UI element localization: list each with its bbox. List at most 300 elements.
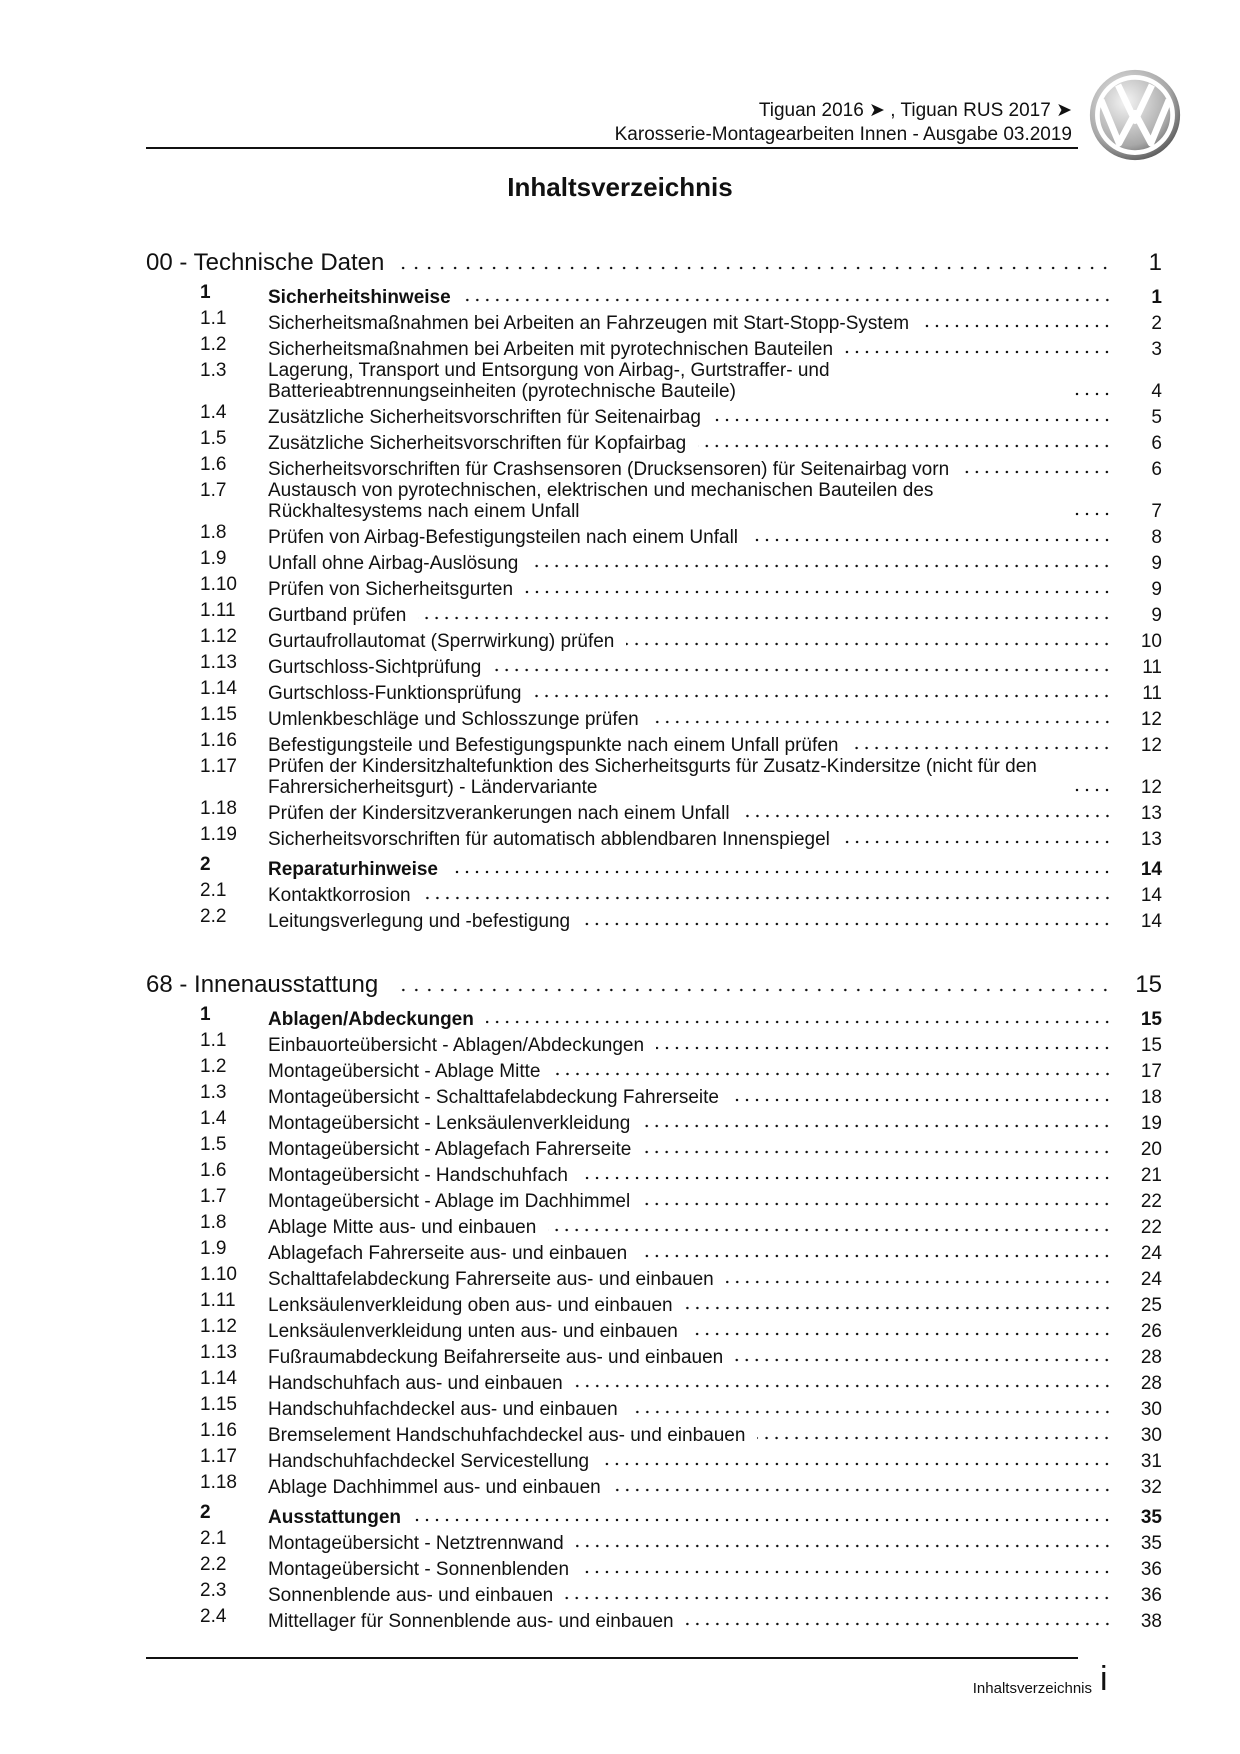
entry-page: 11: [1142, 683, 1162, 704]
entry-body: [268, 1611, 1162, 1632]
chapter-68-innenausstattung: [146, 966, 1162, 1632]
toc-entry[interactable]: [146, 1186, 1162, 1212]
entry-title: Prüfen von Airbag-Befestigungsteilen nach einem Unfall: [268, 527, 739, 548]
entry-number: 1.4: [200, 1108, 227, 1129]
entry-number: 2.2: [200, 906, 227, 927]
entry-number: 2.1: [200, 880, 227, 901]
entry-page: 20: [1140, 1139, 1162, 1160]
dot-leader: [757, 1435, 1112, 1441]
entry-number: 1.1: [200, 308, 227, 329]
chapter-heading[interactable]: [146, 966, 1162, 1000]
dot-leader: [845, 349, 1112, 355]
toc-entry[interactable]: [146, 1238, 1162, 1264]
toc-entry[interactable]: [146, 1472, 1162, 1498]
entry-page: 4: [1151, 381, 1162, 402]
entry-title: Montageübersicht - Ablagefach Fahrerseite: [268, 1139, 632, 1160]
entry-title: Sonnenblende aus- und einbauen: [268, 1585, 554, 1606]
entry-number: 1.15: [200, 704, 237, 725]
entry-number: 2.4: [200, 1606, 227, 1627]
entry-body: [268, 1373, 1162, 1394]
toc-entry[interactable]: [146, 1446, 1162, 1472]
dot-leader: [961, 469, 1112, 475]
entry-title: Ablage Mitte aus- und einbauen: [268, 1217, 537, 1238]
entry-body: [268, 657, 1162, 678]
entry-body: [268, 631, 1162, 652]
entry-title: Prüfen von Sicherheitsgurten: [268, 579, 514, 600]
entry-page: 9: [1151, 553, 1162, 574]
entry-number: 1.2: [200, 1056, 227, 1077]
entry-page: 11: [1142, 657, 1162, 678]
entry-number: 1.18: [200, 798, 237, 819]
dot-leader: [639, 1253, 1112, 1259]
entry-page: 14: [1140, 911, 1162, 932]
entry-title: Handschuhfachdeckel aus- und einbauen: [268, 1399, 618, 1420]
entry-page: 12: [1140, 709, 1162, 730]
toc-entry[interactable]: [146, 880, 1162, 906]
dot-leader: [643, 1149, 1112, 1155]
dot-leader: [392, 987, 1112, 993]
entry-body: [268, 1139, 1162, 1160]
entry-number: 1.6: [200, 1160, 227, 1181]
dot-leader: [1070, 391, 1112, 397]
entry-number: 1.10: [200, 574, 237, 595]
entry-title: Lenksäulenverkleidung oben aus- und einbauen: [268, 1295, 673, 1316]
entry-body: [268, 1165, 1162, 1186]
dot-leader: [686, 1621, 1112, 1627]
toc-entry[interactable]: [146, 730, 1162, 756]
entry-title: Lenksäulenverkleidung unten aus- und einbauen: [268, 1321, 678, 1342]
entry-title: Prüfen der Kindersitzverankerungen nach einem Unfall: [268, 803, 730, 824]
entry-page: 18: [1140, 1087, 1162, 1108]
entry-page: 14: [1140, 859, 1162, 880]
entry-number: 1.2: [200, 334, 227, 355]
entry-page: 5: [1151, 407, 1162, 428]
entry-title: Montageübersicht - Sonnenblenden: [268, 1559, 570, 1580]
entry-page: 31: [1140, 1451, 1162, 1472]
entry-body: [268, 605, 1162, 626]
entry-body: [268, 1451, 1162, 1472]
entry-number: 1.4: [200, 402, 227, 423]
entry-number: 1.8: [200, 1212, 227, 1233]
dot-leader: [1070, 511, 1112, 517]
toc-entry[interactable]: [146, 1606, 1162, 1632]
dot-leader: [690, 1331, 1112, 1337]
dot-leader: [413, 1517, 1112, 1523]
dot-leader: [553, 1071, 1113, 1077]
entry-number: 1.3: [200, 360, 227, 381]
dot-leader: [418, 615, 1112, 621]
entry-number: 1.14: [200, 1368, 237, 1389]
entry-title: Reparaturhinweise: [268, 859, 438, 880]
toc-entry[interactable]: [146, 678, 1162, 704]
entry-page: 28: [1140, 1373, 1162, 1394]
entry-body: [268, 1191, 1162, 1212]
entry-number: 1.9: [200, 548, 227, 569]
entry-title: Gurtschloss-Sichtprüfung: [268, 657, 482, 678]
entry-page: 22: [1140, 1191, 1162, 1212]
entry-page: 26: [1140, 1321, 1162, 1342]
vw-logo-icon: [1088, 68, 1182, 162]
toc-section[interactable]: [146, 1004, 1162, 1030]
dot-leader: [548, 1227, 1112, 1233]
entry-number: 2.3: [200, 1580, 227, 1601]
toc-entry[interactable]: [146, 798, 1162, 824]
dot-leader: [450, 869, 1112, 875]
entry-title: Kontaktkorrosion: [268, 885, 411, 906]
entry-body: [268, 360, 1162, 402]
entry-body: [268, 339, 1162, 360]
entry-body: [268, 1061, 1162, 1082]
entry-body: [268, 911, 1162, 932]
entry-title: Montageübersicht - Ablage Mitte: [268, 1061, 541, 1082]
entry-page: 35: [1140, 1533, 1162, 1554]
entry-page: 36: [1140, 1585, 1162, 1606]
entry-title: Gurtband prüfen: [268, 605, 407, 626]
entry-number: 1.16: [200, 730, 237, 751]
dot-leader: [533, 693, 1112, 699]
entry-body: [268, 480, 1162, 522]
entry-page: 25: [1140, 1295, 1162, 1316]
entry-title: Schalttafelabdeckung Fahrerseite aus- und einbauen: [268, 1269, 714, 1290]
dot-leader: [726, 1279, 1112, 1285]
toc-entry[interactable]: [146, 652, 1162, 678]
entry-page: 8: [1151, 527, 1162, 548]
toc-entry[interactable]: [146, 1290, 1162, 1316]
dot-leader: [731, 1097, 1112, 1103]
toc-entry[interactable]: [146, 480, 1162, 522]
entry-number: 2: [200, 1502, 211, 1523]
entry-title: Sicherheitsvorschriften für automatisch abblendbaren Innenspiegel: [268, 829, 830, 850]
header-models: Tiguan 2016 ➤ , Tiguan RUS 2017 ➤: [758, 100, 1072, 121]
entry-page: 2: [1151, 313, 1162, 334]
entry-body: [268, 803, 1162, 824]
entry-body: [268, 1585, 1162, 1606]
entry-page: 24: [1140, 1243, 1162, 1264]
toc-entry[interactable]: [146, 1554, 1162, 1580]
dot-leader: [493, 667, 1112, 673]
entry-number: 1.19: [200, 824, 237, 845]
toc-entry[interactable]: [146, 1212, 1162, 1238]
dot-leader: [651, 719, 1112, 725]
entry-body: [268, 1559, 1162, 1580]
entry-body: [268, 407, 1162, 428]
entry-page: 6: [1151, 433, 1162, 454]
dot-leader: [581, 1569, 1112, 1575]
entry-title: Zusätzliche Sicherheitsvorschriften für Kopfairbag: [268, 433, 687, 454]
entry-title: Umlenkbeschläge und Schlosszunge prüfen: [268, 709, 639, 730]
entry-page: 6: [1151, 459, 1162, 480]
toc-entry[interactable]: [146, 1030, 1162, 1056]
toc-section[interactable]: [146, 282, 1162, 308]
entry-page: 19: [1140, 1113, 1162, 1134]
entry-body: [268, 1009, 1162, 1030]
entry-number: 1.7: [200, 480, 227, 501]
dot-leader: [850, 745, 1112, 751]
entry-number: 2.2: [200, 1554, 227, 1575]
entry-page: 28: [1140, 1347, 1162, 1368]
entry-body: [268, 1347, 1162, 1368]
header-manual-title: Karosserie-Montagearbeiten Innen - Ausgabe 03.2019: [614, 124, 1072, 145]
entry-body: [268, 1295, 1162, 1316]
entry-body: [268, 829, 1162, 850]
entry-body: [268, 1533, 1162, 1554]
dot-leader: [656, 1045, 1112, 1051]
entry-body: [268, 735, 1162, 756]
dot-leader: [921, 323, 1112, 329]
entry-title: Zusätzliche Sicherheitsvorschriften für Seitenairbag: [268, 407, 701, 428]
toc-entry[interactable]: [146, 1264, 1162, 1290]
entry-body: [268, 527, 1162, 548]
entry-title: Ablagen/Abdeckungen: [268, 1009, 474, 1030]
toc-entry[interactable]: [146, 334, 1162, 360]
entry-page: 30: [1140, 1425, 1162, 1446]
entry-page: 14: [1140, 885, 1162, 906]
entry-title: Bremselement Handschuhfachdeckel aus- und einbauen: [268, 1425, 746, 1446]
toc-entry[interactable]: [146, 1420, 1162, 1446]
entry-title: Montageübersicht - Netztrennwand: [268, 1533, 564, 1554]
entry-number: 1.5: [200, 1134, 227, 1155]
toc-entry[interactable]: [146, 1580, 1162, 1606]
toc-entry[interactable]: [146, 626, 1162, 652]
footer-label: Inhaltsverzeichnis: [972, 1680, 1092, 1697]
entry-body: [268, 1035, 1162, 1056]
entry-title: Gurtschloss-Funktionsprüfung: [268, 683, 522, 704]
entry-title: Montageübersicht - Handschuhfach: [268, 1165, 568, 1186]
entry-body: [268, 1425, 1162, 1446]
entry-page: 38: [1140, 1611, 1162, 1632]
toc-entry[interactable]: [146, 824, 1162, 850]
entry-number: 1.7: [200, 1186, 227, 1207]
toc-entry[interactable]: [146, 522, 1162, 548]
entry-page: 35: [1140, 1507, 1162, 1528]
chapter-page: 1: [1148, 249, 1162, 276]
dot-leader: [398, 265, 1112, 271]
entry-number: 1.10: [200, 1264, 237, 1285]
toc-entry[interactable]: [146, 360, 1162, 402]
entry-number: 1: [200, 1004, 211, 1025]
entry-title: Sicherheitsmaßnahmen bei Arbeiten mit pyrotechnischen Bauteilen: [268, 339, 834, 360]
entry-body: [268, 1243, 1162, 1264]
entry-title: Prüfen der Kindersitzhaltefunktion des Sicherheitsgurts für Zusatz-Kindersitze (nicht für den Fahrersicherheitsgurt) - Ländervariante: [268, 756, 1037, 798]
entry-page: 12: [1140, 777, 1162, 798]
entry-title: Montageübersicht - Ablage im Dachhimmel: [268, 1191, 631, 1212]
entry-title: Leitungsverlegung und -befestigung: [268, 911, 571, 932]
entry-page: 32: [1140, 1477, 1162, 1498]
dot-leader: [685, 1305, 1112, 1311]
entry-body: [268, 433, 1162, 454]
entry-title: Ausstattungen: [268, 1507, 401, 1528]
dot-leader: [423, 895, 1112, 901]
entry-number: 1: [200, 282, 211, 303]
entry-page: 22: [1140, 1217, 1162, 1238]
entry-title: Fußraumabdeckung Beifahrerseite aus- und einbauen: [268, 1347, 724, 1368]
entry-body: [268, 885, 1162, 906]
entry-number: 1.3: [200, 1082, 227, 1103]
chapter-title: 68 - Innenausstattung: [146, 971, 379, 998]
chapter-title: 00 - Technische Daten: [146, 249, 385, 276]
entry-body: [268, 1269, 1162, 1290]
entry-title: Handschuhfachdeckel Servicestellung: [268, 1451, 590, 1472]
toc-entry[interactable]: [146, 454, 1162, 480]
entry-number: 1.1: [200, 1030, 227, 1051]
toc-entry[interactable]: [146, 1342, 1162, 1368]
toc-entry[interactable]: [146, 1394, 1162, 1420]
entry-body: [268, 709, 1162, 730]
entry-number: 1.8: [200, 522, 227, 543]
entry-title: Ablagefach Fahrerseite aus- und einbauen: [268, 1243, 628, 1264]
entry-number: 1.12: [200, 1316, 237, 1337]
entry-title: Lagerung, Transport und Entsorgung von Airbag-, Gurtstraffer- und Batterieabtrennungseinheiten (pyrotechnische Bauteile): [268, 360, 830, 402]
entry-page: 1: [1151, 287, 1162, 308]
chapter-page: 15: [1135, 971, 1162, 998]
toc-entry[interactable]: [146, 1528, 1162, 1554]
entry-title: Montageübersicht - Schalttafelabdeckung Fahrerseite: [268, 1087, 719, 1108]
header-divider: [146, 147, 1078, 149]
entry-title: Sicherheitshinweise: [268, 287, 451, 308]
entry-body: [268, 1217, 1162, 1238]
entry-number: 2.1: [200, 1528, 227, 1549]
entry-page: 12: [1140, 735, 1162, 756]
dot-leader: [698, 443, 1112, 449]
entry-page: 15: [1140, 1035, 1162, 1056]
entry-title: Sicherheitsmaßnahmen bei Arbeiten an Fahrzeugen mit Start-Stopp-System: [268, 313, 910, 334]
entry-page: 15: [1140, 1009, 1162, 1030]
dot-leader: [750, 537, 1112, 543]
entry-number: 1.15: [200, 1394, 237, 1415]
entry-body: [268, 1113, 1162, 1134]
entry-number: 1.5: [200, 428, 227, 449]
dot-leader: [642, 1201, 1112, 1207]
entry-number: 1.11: [200, 600, 236, 621]
entry-title: Einbauorteübersicht - Ablagen/Abdeckungen: [268, 1035, 645, 1056]
dot-leader: [582, 921, 1112, 927]
dot-leader: [613, 1487, 1112, 1493]
toc-entry[interactable]: [146, 1108, 1162, 1134]
entry-body: [268, 553, 1162, 574]
chapter-heading[interactable]: [146, 244, 1162, 278]
dot-leader: [576, 1543, 1112, 1549]
entry-page: 13: [1140, 829, 1162, 850]
dot-leader: [525, 589, 1112, 595]
toc-entry[interactable]: [146, 428, 1162, 454]
dot-leader: [463, 297, 1112, 303]
dot-leader: [486, 1019, 1112, 1025]
entry-number: 2: [200, 854, 211, 875]
toc-entry[interactable]: [146, 548, 1162, 574]
dot-leader: [742, 813, 1112, 819]
entry-number: 1.13: [200, 1342, 237, 1363]
toc-entry[interactable]: [146, 1082, 1162, 1108]
entry-title: Austausch von pyrotechnischen, elektrischen und mechanischen Bauteilen des Rückhaltesystems nach einem Unfall: [268, 480, 934, 522]
toc-entry[interactable]: [146, 1160, 1162, 1186]
footer-divider: [146, 1657, 1078, 1659]
toc-entry[interactable]: [146, 756, 1162, 798]
toc-entry[interactable]: [146, 1316, 1162, 1342]
entry-page: 21: [1140, 1165, 1162, 1186]
dot-leader: [530, 563, 1112, 569]
dot-leader: [842, 839, 1112, 845]
toc-entry[interactable]: [146, 600, 1162, 626]
entry-number: 1.9: [200, 1238, 227, 1259]
entry-title: Montageübersicht - Lenksäulenverkleidung: [268, 1113, 631, 1134]
entry-title: Unfall ohne Airbag-Auslösung: [268, 553, 519, 574]
page-title: Inhaltsverzeichnis: [507, 172, 733, 202]
entry-title: Handschuhfach aus- und einbauen: [268, 1373, 563, 1394]
chapter-00-technische-daten: [146, 244, 1162, 932]
entry-number: 1.14: [200, 678, 237, 699]
entry-title: Gurtaufrollautomat (Sperrwirkung) prüfen: [268, 631, 615, 652]
entry-number: 1.17: [200, 756, 237, 777]
dot-leader: [713, 417, 1112, 423]
entry-body: [268, 579, 1162, 600]
dot-leader: [601, 1461, 1112, 1467]
entry-page: 36: [1140, 1559, 1162, 1580]
entry-page: 7: [1151, 501, 1162, 522]
entry-title: Ablage Dachhimmel aus- und einbauen: [268, 1477, 601, 1498]
entry-page: 13: [1140, 803, 1162, 824]
entry-number: 1.12: [200, 626, 237, 647]
toc-entry[interactable]: [146, 704, 1162, 730]
entry-number: 1.11: [200, 1290, 236, 1311]
entry-number: 1.16: [200, 1420, 237, 1441]
dot-leader: [642, 1123, 1112, 1129]
toc-entry[interactable]: [146, 1368, 1162, 1394]
toc-section[interactable]: [146, 1502, 1162, 1528]
entry-title: Mittellager für Sonnenblende aus- und einbauen: [268, 1611, 674, 1632]
entry-body: [268, 859, 1162, 880]
entry-page: 10: [1140, 631, 1162, 652]
toc-entry[interactable]: [146, 308, 1162, 334]
entry-body: [268, 683, 1162, 704]
entry-body: [268, 313, 1162, 334]
footer-page-number: i: [1100, 1660, 1108, 1698]
entry-body: [268, 1321, 1162, 1342]
dot-leader: [630, 1409, 1112, 1415]
entry-page: 9: [1151, 605, 1162, 626]
dot-leader: [575, 1383, 1112, 1389]
toc-entry[interactable]: [146, 574, 1162, 600]
entry-page: 17: [1140, 1061, 1162, 1082]
entry-body: [268, 459, 1162, 480]
entry-body: [268, 1087, 1162, 1108]
dot-leader: [626, 641, 1112, 647]
entry-number: 1.6: [200, 454, 227, 475]
toc-entry[interactable]: [146, 1134, 1162, 1160]
dot-leader: [1070, 787, 1112, 793]
entry-body: [268, 1399, 1162, 1420]
toc-entry[interactable]: [146, 402, 1162, 428]
toc-entry[interactable]: [146, 1056, 1162, 1082]
dot-leader: [565, 1595, 1112, 1601]
entry-body: [268, 1477, 1162, 1498]
entry-title: Sicherheitsvorschriften für Crashsensoren (Drucksensoren) für Seitenairbag vorn: [268, 459, 950, 480]
entry-page: 24: [1140, 1269, 1162, 1290]
entry-page: 9: [1151, 579, 1162, 600]
entry-body: [268, 1507, 1162, 1528]
dot-leader: [735, 1357, 1112, 1363]
entry-page: 3: [1151, 339, 1162, 360]
entry-title: Befestigungsteile und Befestigungspunkte nach einem Unfall prüfen: [268, 735, 839, 756]
entry-body: [268, 287, 1162, 308]
toc-entry[interactable]: [146, 906, 1162, 932]
dot-leader: [580, 1175, 1112, 1181]
entry-page: 30: [1140, 1399, 1162, 1420]
entry-number: 1.17: [200, 1446, 237, 1467]
entry-number: 1.18: [200, 1472, 237, 1493]
entry-number: 1.13: [200, 652, 237, 673]
toc-section[interactable]: [146, 854, 1162, 880]
entry-body: [268, 756, 1162, 798]
